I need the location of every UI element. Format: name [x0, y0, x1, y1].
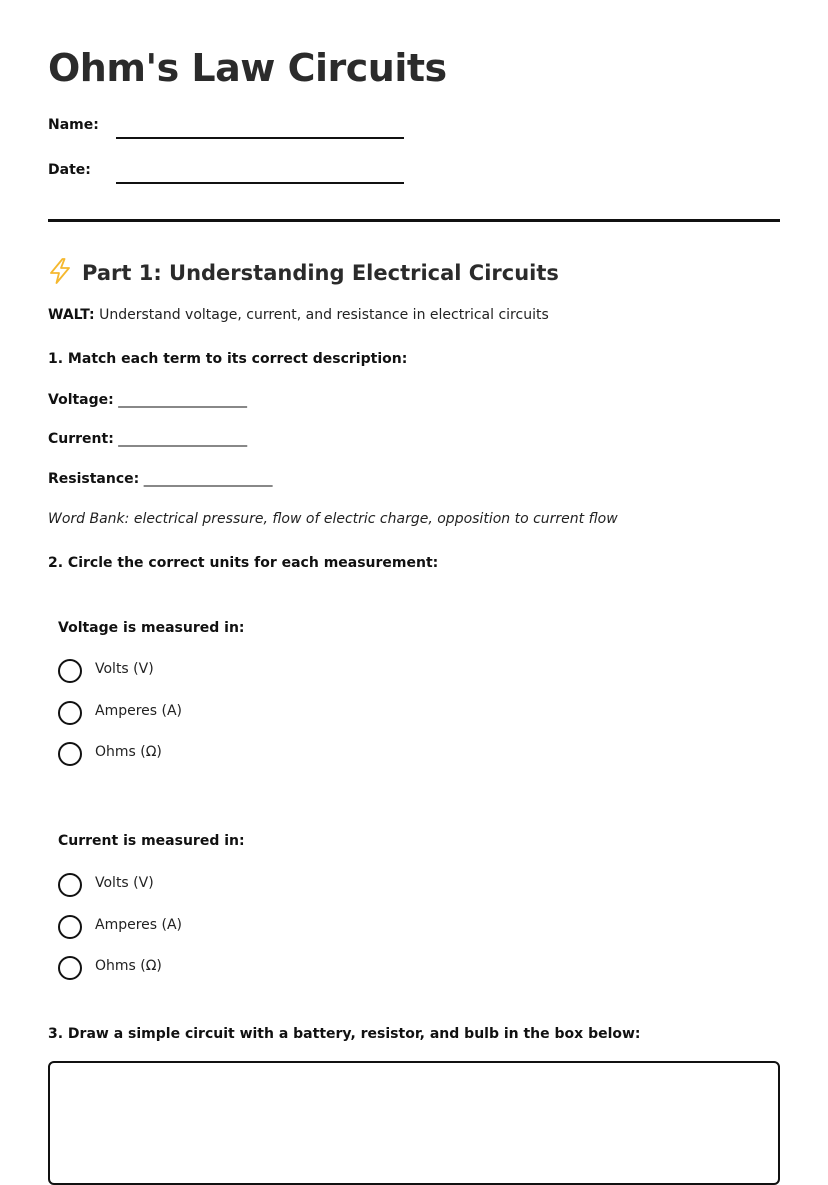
- group-label: Voltage is measured in:: [58, 620, 245, 636]
- match-row-voltage: [48, 392, 246, 408]
- name-input-line[interactable]: [116, 137, 404, 139]
- question-3: 3. Draw a simple circuit with a battery, resistor, and bulb in the box below:: [48, 1026, 641, 1042]
- match-row-resistance: [48, 471, 271, 487]
- part1-heading: [48, 258, 559, 285]
- date-label: Date:: [48, 162, 91, 178]
- option-label: Amperes (A): [95, 917, 183, 933]
- part1-title: Part 1: Understanding Electrical Circuits: [82, 261, 559, 285]
- walt-label: WALT:: [48, 307, 95, 323]
- answer-blank[interactable]: ______________________: [143, 471, 272, 487]
- radio-circle[interactable]: [58, 873, 82, 897]
- match-row-current: [48, 431, 246, 447]
- question-2: 2. Circle the correct units for each measurement:: [48, 555, 439, 571]
- option-label: Volts (V): [95, 875, 154, 891]
- radio-circle[interactable]: [58, 915, 82, 939]
- answer-blank[interactable]: ______________________: [118, 431, 246, 447]
- worksheet-title: Ohm's Law Circuits: [48, 46, 447, 90]
- lightning-bolt-icon: [48, 258, 72, 284]
- option-label: Ohms (Ω): [95, 744, 162, 760]
- name-label: Name:: [48, 117, 99, 133]
- question-1: 1. Match each term to its correct description:: [48, 351, 408, 367]
- radio-circle[interactable]: [58, 659, 82, 683]
- walt-text: Understand voltage, current, and resistance in electrical circuits: [99, 307, 549, 323]
- radio-circle[interactable]: [58, 701, 82, 725]
- circuit-drawing-box[interactable]: [48, 1061, 780, 1185]
- walt-statement: [48, 307, 549, 323]
- radio-circle[interactable]: [58, 956, 82, 980]
- option-label: Volts (V): [95, 661, 154, 677]
- date-input-line[interactable]: [116, 182, 404, 184]
- header-divider: [48, 219, 780, 222]
- term-label: Voltage:: [48, 392, 114, 408]
- group-label: Current is measured in:: [58, 833, 245, 849]
- radio-circle[interactable]: [58, 742, 82, 766]
- word-bank: Word Bank: electrical pressure, flow of electric charge, opposition to current flow: [48, 511, 618, 527]
- answer-blank[interactable]: ______________________: [118, 392, 246, 408]
- option-label: Ohms (Ω): [95, 958, 162, 974]
- term-label: Current:: [48, 431, 114, 447]
- term-label: Resistance:: [48, 471, 140, 487]
- option-label: Amperes (A): [95, 703, 183, 719]
